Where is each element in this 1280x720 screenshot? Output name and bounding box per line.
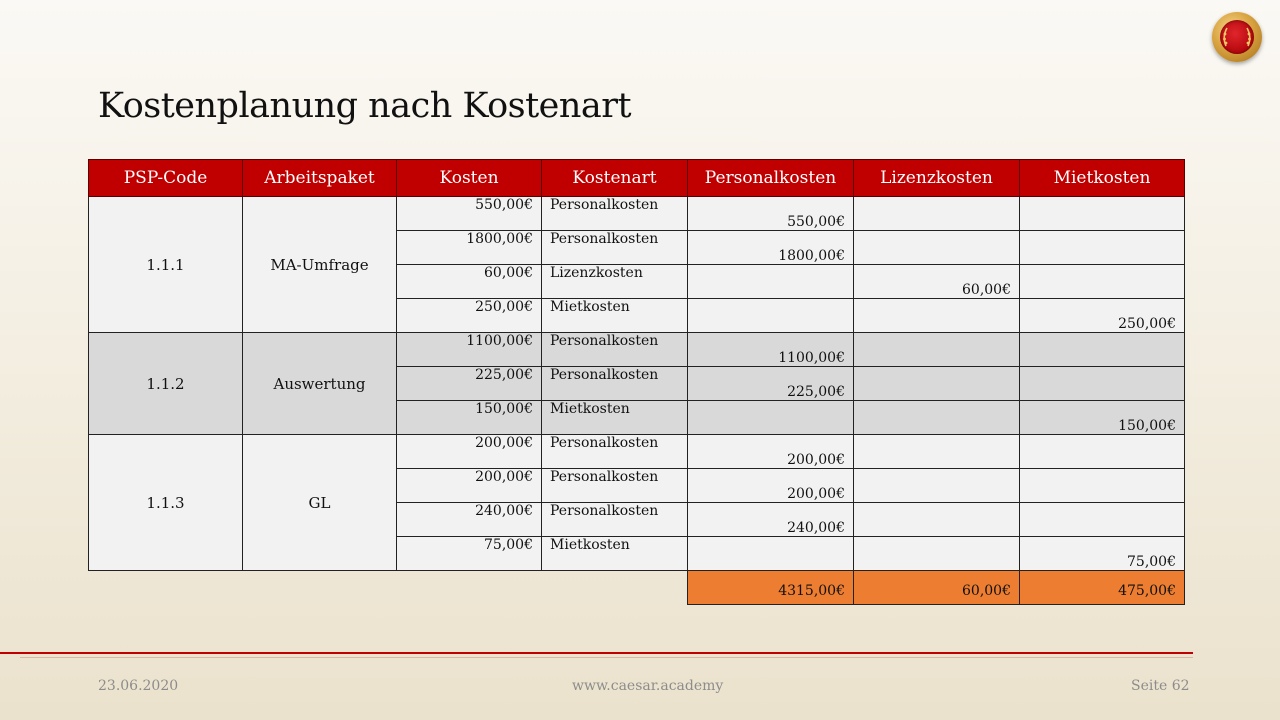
kostenart-cell: Personalkosten bbox=[542, 333, 688, 367]
kosten-cell: 150,00€ bbox=[397, 401, 542, 435]
footer-divider bbox=[0, 652, 1193, 654]
kostenart-cell: Lizenzkosten bbox=[542, 265, 688, 299]
lizenzkosten-cell bbox=[854, 469, 1020, 503]
mietkosten-cell bbox=[1020, 367, 1185, 401]
kosten-cell: 200,00€ bbox=[397, 435, 542, 469]
totals-row bbox=[89, 571, 1185, 605]
kosten-cell: 250,00€ bbox=[397, 299, 542, 333]
lizenzkosten-cell bbox=[854, 231, 1020, 265]
kosten-cell: 200,00€ bbox=[397, 469, 542, 503]
total-lizenzkosten: 60,00€ bbox=[854, 571, 1020, 605]
arbeitspaket-cell: Auswertung bbox=[243, 333, 397, 435]
kosten-cell: 1800,00€ bbox=[397, 231, 542, 265]
personalkosten-cell: 550,00€ bbox=[688, 197, 854, 231]
lizenzkosten-cell bbox=[854, 401, 1020, 435]
lizenzkosten-cell: 60,00€ bbox=[854, 265, 1020, 299]
lizenzkosten-cell bbox=[854, 299, 1020, 333]
personalkosten-cell bbox=[688, 537, 854, 571]
mietkosten-cell bbox=[1020, 503, 1185, 537]
kosten-cell: 60,00€ bbox=[397, 265, 542, 299]
total-mietkosten: 475,00€ bbox=[1020, 571, 1185, 605]
kostenart-cell: Personalkosten bbox=[542, 231, 688, 265]
footer-divider-shadow bbox=[20, 657, 1193, 658]
kostenart-cell: Mietkosten bbox=[542, 299, 688, 333]
personalkosten-cell: 200,00€ bbox=[688, 435, 854, 469]
slide-title: Kostenplanung nach Kostenart bbox=[98, 86, 632, 126]
arbeitspaket-cell: MA-Umfrage bbox=[243, 197, 397, 333]
lizenzkosten-cell bbox=[854, 367, 1020, 401]
laurel-wreath-icon bbox=[1212, 12, 1262, 62]
lizenzkosten-cell bbox=[854, 537, 1020, 571]
header-lizenzkosten: Lizenzkosten bbox=[854, 160, 1020, 197]
personalkosten-cell: 225,00€ bbox=[688, 367, 854, 401]
kostenart-cell: Personalkosten bbox=[542, 503, 688, 537]
lizenzkosten-cell bbox=[854, 197, 1020, 231]
mietkosten-cell bbox=[1020, 435, 1185, 469]
kosten-cell: 225,00€ bbox=[397, 367, 542, 401]
kosten-cell: 240,00€ bbox=[397, 503, 542, 537]
personalkosten-cell: 1100,00€ bbox=[688, 333, 854, 367]
kostenart-cell: Personalkosten bbox=[542, 435, 688, 469]
mietkosten-cell: 150,00€ bbox=[1020, 401, 1185, 435]
totals-spacer bbox=[89, 571, 688, 605]
personalkosten-cell: 240,00€ bbox=[688, 503, 854, 537]
mietkosten-cell bbox=[1020, 231, 1185, 265]
mietkosten-cell: 250,00€ bbox=[1020, 299, 1185, 333]
lizenzkosten-cell bbox=[854, 333, 1020, 367]
mietkosten-cell bbox=[1020, 469, 1185, 503]
header-kostenart: Kostenart bbox=[542, 160, 688, 197]
table-header-row bbox=[89, 160, 1185, 197]
header-mietkosten: Mietkosten bbox=[1020, 160, 1185, 197]
table-row bbox=[89, 197, 1185, 231]
total-personalkosten: 4315,00€ bbox=[688, 571, 854, 605]
kostenart-cell: Mietkosten bbox=[542, 537, 688, 571]
header-psp-code: PSP-Code bbox=[89, 160, 243, 197]
personalkosten-cell: 200,00€ bbox=[688, 469, 854, 503]
kostenart-cell: Personalkosten bbox=[542, 367, 688, 401]
footer-url: www.caesar.academy bbox=[572, 678, 724, 694]
kostenart-cell: Mietkosten bbox=[542, 401, 688, 435]
caesar-academy-logo bbox=[1212, 12, 1262, 62]
arbeitspaket-cell: GL bbox=[243, 435, 397, 571]
cost-table bbox=[88, 159, 1185, 605]
lizenzkosten-cell bbox=[854, 503, 1020, 537]
kosten-cell: 75,00€ bbox=[397, 537, 542, 571]
mietkosten-cell bbox=[1020, 265, 1185, 299]
table-row bbox=[89, 333, 1185, 367]
personalkosten-cell: 1800,00€ bbox=[688, 231, 854, 265]
footer-date: 23.06.2020 bbox=[98, 678, 179, 694]
psp-code-cell: 1.1.1 bbox=[89, 197, 243, 333]
mietkosten-cell: 75,00€ bbox=[1020, 537, 1185, 571]
kosten-cell: 550,00€ bbox=[397, 197, 542, 231]
kostenart-cell: Personalkosten bbox=[542, 197, 688, 231]
table-row bbox=[89, 435, 1185, 469]
kosten-cell: 1100,00€ bbox=[397, 333, 542, 367]
personalkosten-cell bbox=[688, 299, 854, 333]
lizenzkosten-cell bbox=[854, 435, 1020, 469]
kostenart-cell: Personalkosten bbox=[542, 469, 688, 503]
footer-page-number: Seite 62 bbox=[1131, 678, 1190, 694]
personalkosten-cell bbox=[688, 401, 854, 435]
personalkosten-cell bbox=[688, 265, 854, 299]
psp-code-cell: 1.1.2 bbox=[89, 333, 243, 435]
header-personalkosten: Personalkosten bbox=[688, 160, 854, 197]
psp-code-cell: 1.1.3 bbox=[89, 435, 243, 571]
mietkosten-cell bbox=[1020, 197, 1185, 231]
mietkosten-cell bbox=[1020, 333, 1185, 367]
header-kosten: Kosten bbox=[397, 160, 542, 197]
header-arbeitspaket: Arbeitspaket bbox=[243, 160, 397, 197]
